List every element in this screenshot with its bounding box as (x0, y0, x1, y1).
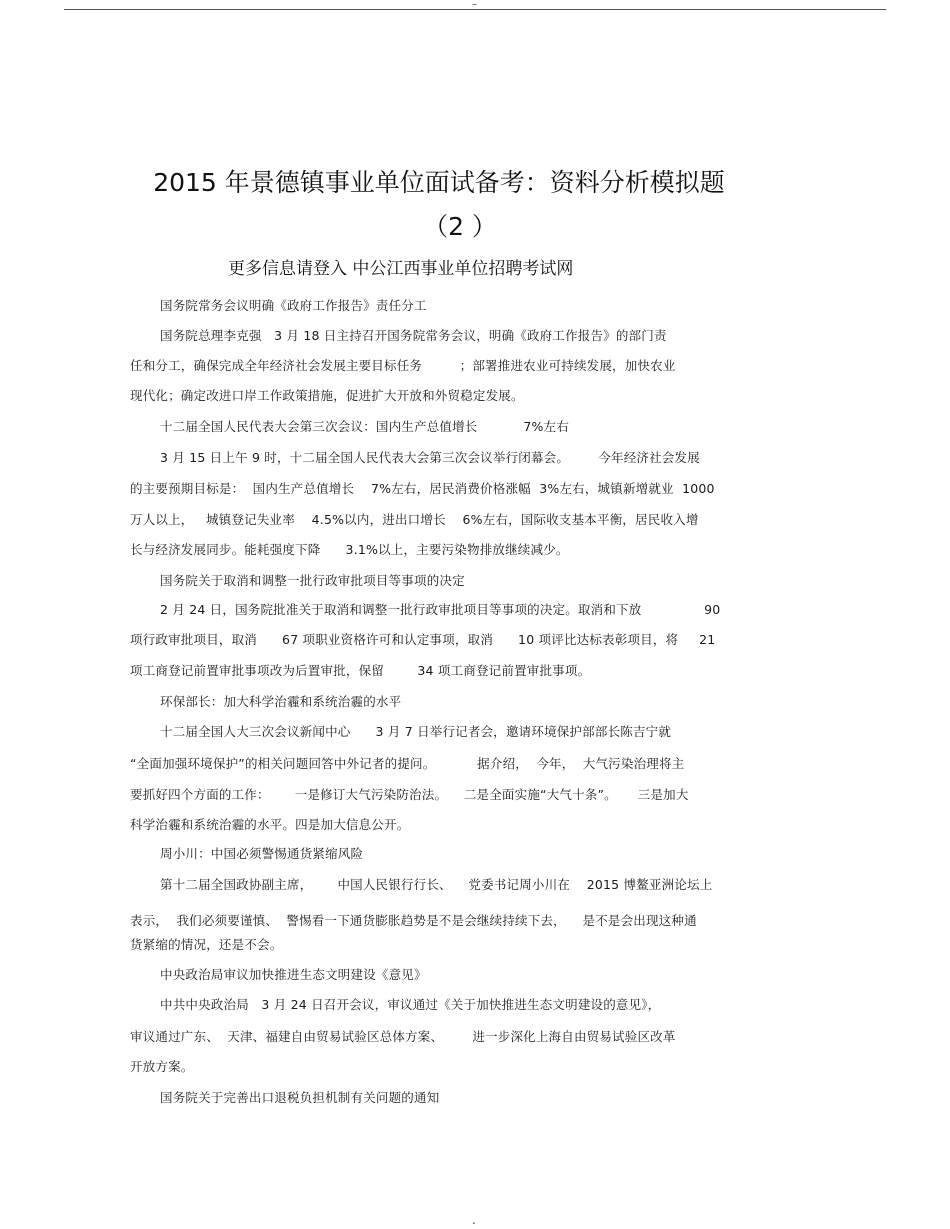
paragraph-line: 科学治霾和系统治霾的水平。四是加大信息公开。 (130, 817, 410, 832)
paragraph-line: “全面加强环境保护”的相关问题回答中外记者的提问。 据介绍， 今年， 大气污染治理将主 (130, 756, 685, 771)
paragraph-line: 2 月 24 日，国务院批准关于取消和调整一批行政审批项目等事项的决定。取消和下放 90 (160, 602, 721, 617)
document-title: 2015 年景德镇事业单位面试备考：资料分析模拟题 (153, 168, 725, 197)
paragraph-line: 任和分工，确保完成全年经济社会发展主要目标任务 ；部署推进农业可持续发展，加快农业 (130, 358, 676, 373)
paragraph-line: 万人以上， 城镇登记失业率 4.5%以内，进出口增长 6%左右，国际收支基本平衡，居民收入增 (130, 512, 699, 527)
section-heading: 环保部长：加大科学治霾和系统治霾的水平 (160, 694, 402, 709)
document-subtitle: 更多信息请登入 中公江西事业单位招聘考试网 (228, 259, 574, 279)
paragraph-line: 货紧缩的情况，还是不会。 (130, 937, 283, 952)
paragraph-line: 要抓好四个方面的工作： 一是修订大气污染防治法。 二是全面实施“大气十条”。 三是加大 (130, 787, 689, 802)
paragraph-line: 中共中央政治局 3 月 24 日召开会议，审议通过《关于加快推进生态文明建设的意见》， (160, 997, 661, 1012)
paragraph-line: 现代化；确定改进口岸工作政策措施，促进扩大开放和外贸稳定发展。 (130, 388, 524, 403)
document-title-number: （2 ） (423, 212, 497, 241)
section-heading: 国务院关于取消和调整一批行政审批项目等事项的决定 (160, 573, 465, 588)
paragraph-line: 审议通过广东、 天津、福建自由贸易试验区总体方案、 进一步深化上海自由贸易试验区改革 (130, 1029, 676, 1044)
paragraph-line: 开放方案。 (130, 1059, 194, 1074)
paragraph-line: 项行政审批项目，取消 67 项职业资格许可和认定事项，取消 10 项评比达标表彰项目，将 21 (130, 632, 716, 647)
section-heading: 国务院关于完善出口退税负担机制有关问题的通知 (160, 1090, 440, 1105)
paragraph-line: 的主要预期目标是： 国内生产总值增长 7%左右，居民消费价格涨幅 3%左右，城镇新增就业 1000 (130, 481, 715, 496)
paragraph-line: 项工商登记前置审批事项改为后置审批，保留 34 项工商登记前置审批事项。 (130, 663, 591, 678)
paragraph-line: 十二届全国人大三次会议新闻中心 3 月 7 日举行记者会，邀请环境保护部部长陈吉宁就 (160, 724, 672, 739)
section-heading: 十二届全国人民代表大会第三次会议：国内生产总值增长 7%左右 (160, 419, 570, 434)
paragraph-line: 第十二届全国政协副主席， 中国人民银行行长、 党委书记周小川在 2015 博鳌亚洲论坛上 (160, 877, 713, 892)
section-heading: 国务院常务会议明确《政府工作报告》责任分工 (160, 298, 427, 313)
paragraph-line: 长与经济发展同步。能耗强度下降 3.1%以上，主要污染物排放继续减少。 (130, 542, 569, 557)
paragraph-line: 3 月 15 日上午 9 时，十二届全国人民代表大会第三次会议举行闭幕会。 今年经济社会发展 (160, 450, 700, 465)
section-heading: 周小川：中国必须警惕通货紧缩风险 (160, 846, 364, 861)
paragraph-line: 表示， 我们必须要谨慎、 警惕看一下通货膨胀趋势是不是会继续持续下去， 是不是会出现这种通 (130, 913, 697, 928)
footer-mark: . (472, 1213, 476, 1227)
header-mark: – (472, 0, 477, 10)
section-heading: 中央政治局审议加快推进生态文明建设《意见》 (160, 967, 427, 982)
paragraph-line: 国务院总理李克强 3 月 18 日主持召开国务院常务会议，明确《政府工作报告》的部门责 (160, 328, 667, 343)
